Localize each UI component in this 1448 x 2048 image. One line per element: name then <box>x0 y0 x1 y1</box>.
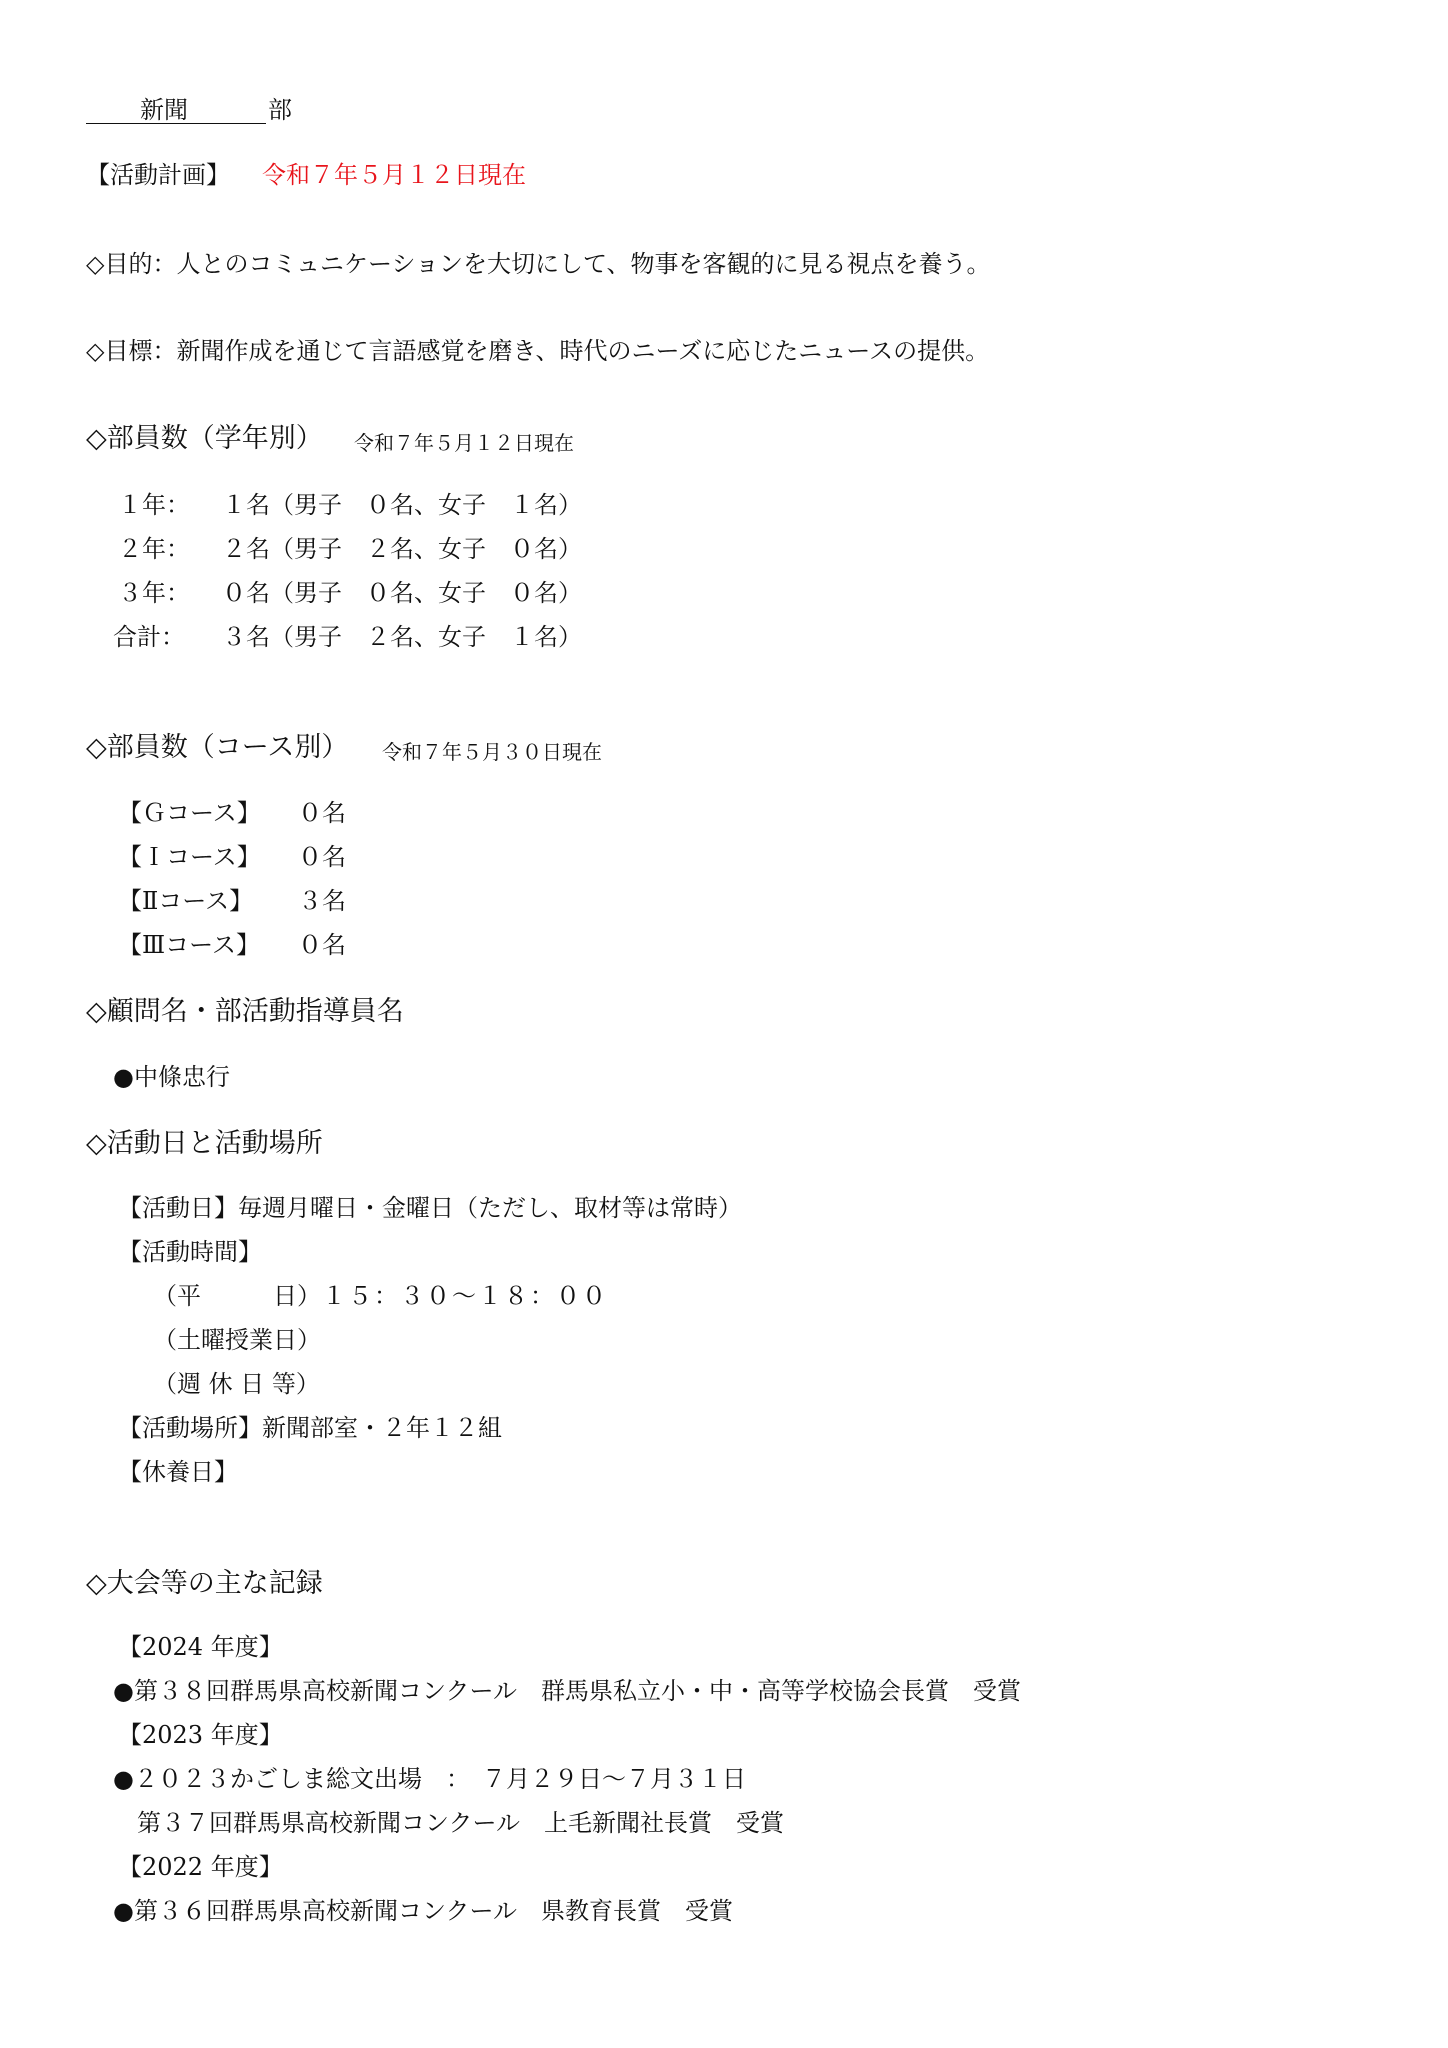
course-row-label: 【Ｉコース】 <box>118 843 261 871</box>
plan-label: 【活動計画】 <box>86 161 230 189</box>
activity-place: 【活動場所】新聞部室・２年１２組 <box>118 1414 502 1442</box>
holiday-label: （週 休 日 等） <box>153 1370 320 1398</box>
record-item: ●第３６回群馬県高校新聞コンクール 県教育長賞 受賞 <box>113 1897 733 1925</box>
grade-row-label: ２年： <box>118 535 190 563</box>
weekday-time: １５：３０～１８：００ <box>322 1282 608 1310</box>
activity-days: 【活動日】毎週月曜日・金曜日（ただし、取材等は常時） <box>118 1194 742 1222</box>
record-item: ●第３８回群馬県高校新聞コンクール 群馬県私立小・中・高等学校協会長賞 受賞 <box>113 1677 1021 1705</box>
club-name-underline <box>86 123 266 124</box>
members-by-course-heading: ◇部員数（コース別） <box>86 732 349 763</box>
record-year: 【2024 年度】 <box>118 1633 283 1661</box>
grade-row-label: ３年： <box>118 579 190 607</box>
grade-row-label: 合計： <box>113 623 185 651</box>
record-year: 【2023 年度】 <box>118 1721 283 1749</box>
members-by-grade-heading: ◇部員数（学年別） <box>86 423 323 454</box>
grade-row-count: ０名（男子 ０名、女子 ０名） <box>222 579 582 607</box>
club-name: 新聞 <box>140 96 188 124</box>
members-by-grade-date: 令和７年５月１２日現在 <box>354 431 574 455</box>
grade-row-count: ２名（男子 ２名、女子 ０名） <box>222 535 582 563</box>
advisors-heading: ◇顧問名・部活動指導員名 <box>86 996 404 1027</box>
records-heading: ◇大会等の主な記録 <box>86 1568 323 1599</box>
course-row-count: ３名 <box>298 887 346 915</box>
course-row-count: ０名 <box>298 843 346 871</box>
plan-date: 令和７年５月１２日現在 <box>262 161 526 189</box>
rest-day-label: 【休養日】 <box>118 1458 238 1486</box>
activity-heading: ◇活動日と活動場所 <box>86 1128 323 1159</box>
course-row-count: ０名 <box>298 931 346 959</box>
grade-row-label: １年： <box>118 491 190 519</box>
goal-text: ◇目標：新聞作成を通じて言語感覚を磨き、時代のニーズに応じたニュースの提供。 <box>86 337 990 365</box>
course-row-label: 【Ⅱコース】 <box>118 887 254 915</box>
weekday-label: （平 日） <box>153 1282 321 1310</box>
course-row-label: 【Ⅲコース】 <box>118 931 260 959</box>
record-year: 【2022 年度】 <box>118 1853 283 1881</box>
saturday-label: （土曜授業日） <box>153 1326 321 1354</box>
club-suffix: 部 <box>268 96 292 124</box>
course-row-count: ０名 <box>298 799 346 827</box>
record-item: 第３７回群馬県高校新聞コンクール 上毛新聞社長賞 受賞 <box>113 1809 785 1837</box>
course-row-label: 【Ｇコース】 <box>118 799 261 827</box>
grade-row-count: ３名（男子 ２名、女子 １名） <box>222 623 582 651</box>
activity-time-label: 【活動時間】 <box>118 1238 262 1266</box>
record-item: ●２０２３かごしま総文出場 ： ７月２９日～７月３１日 <box>113 1765 746 1793</box>
advisor-name: ●中條忠行 <box>113 1063 230 1091</box>
members-by-course-date: 令和７年５月３０日現在 <box>382 740 602 764</box>
grade-row-count: １名（男子 ０名、女子 １名） <box>222 491 582 519</box>
purpose-text: ◇目的：人とのコミュニケーションを大切にして、物事を客観的に見る視点を養う。 <box>86 250 991 278</box>
